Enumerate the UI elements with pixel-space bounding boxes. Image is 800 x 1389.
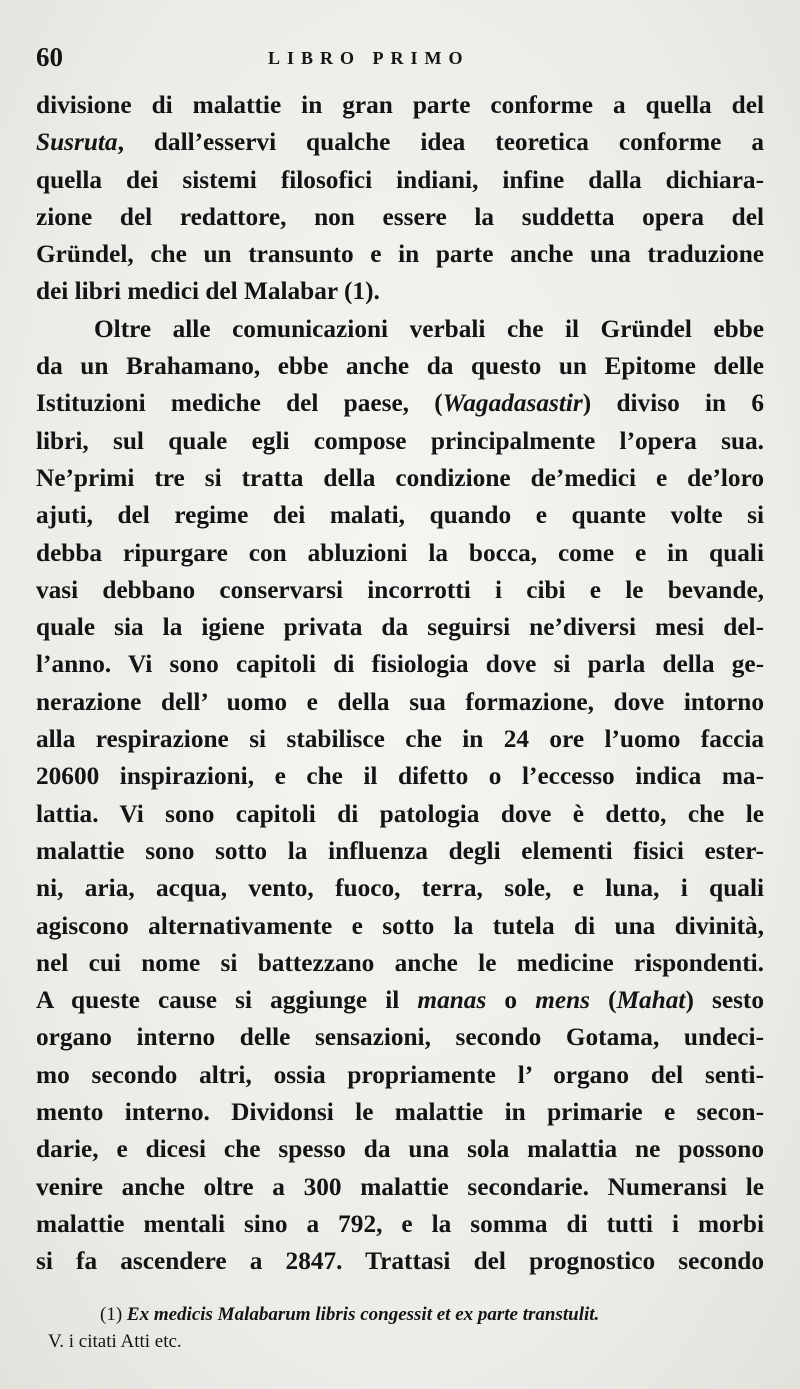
- text-line: [36, 1206, 764, 1243]
- text-segment: , dall’esservi qualche idea teoretica conforme a: [117, 128, 764, 157]
- text-line: [36, 273, 764, 310]
- text-segment: vasi debbano conservarsi incorrotti i cibi e le bevande,: [36, 575, 764, 604]
- italic-term: Wagadasastir: [442, 389, 583, 418]
- italic-term: manas: [417, 986, 487, 1015]
- text-line: [36, 646, 764, 683]
- text-line: [36, 1094, 764, 1131]
- text-segment: mo secondo altri, ossia propriamente l’ organo del senti-: [36, 1060, 764, 1089]
- italic-term: Mahat: [616, 986, 686, 1015]
- footnote-line: [48, 1301, 766, 1328]
- text-line: [36, 236, 764, 273]
- text-segment: darie, e dicesi che spesso da una sola malattia ne possono: [36, 1135, 764, 1164]
- text-line: [36, 87, 764, 124]
- text-line: [36, 758, 764, 795]
- text-segment: libri, sul quale egli compose principalmente l’opera sua.: [36, 426, 764, 455]
- text-segment: (: [590, 986, 617, 1015]
- page-number: 60: [36, 42, 63, 72]
- text-line: [36, 1169, 764, 1206]
- text-segment: lattia. Vi sono capitoli di patologia dove è detto, che le: [36, 799, 764, 828]
- text-line: [36, 1019, 764, 1056]
- text-segment: quale sia la igiene privata da seguirsi ne’diversi mesi del-: [36, 613, 764, 642]
- text-segment: ) sesto: [685, 986, 764, 1015]
- text-line: [36, 497, 764, 534]
- text-segment: si fa ascendere a 2847. Trattasi del prognostico secondo: [36, 1247, 764, 1276]
- text-line: [36, 870, 764, 907]
- text-segment: Ne’primi tre si tratta della condizione de’medici e de’loro: [36, 463, 764, 492]
- text-segment: zione del redattore, non essere la suddetta opera del: [36, 202, 764, 231]
- text-segment: Istituzioni mediche del paese, (: [36, 389, 443, 418]
- footnote-reference: V. i citati Atti etc.: [48, 1331, 182, 1352]
- text-segment: divisione di malattie in gran parte conforme a quella del: [36, 91, 764, 119]
- footnote-marker: (1): [100, 1304, 123, 1325]
- text-segment: A queste cause si aggiunge il: [36, 986, 418, 1015]
- text-line: [36, 385, 764, 422]
- text-segment: alla respirazione si stabilisce che in 24 ore l’uomo faccia: [36, 725, 764, 754]
- text-line: [36, 908, 764, 945]
- text-line: [36, 609, 764, 646]
- text-line: [36, 199, 764, 236]
- text-segment: Gründel, che un transunto e in parte anche una traduzione: [36, 240, 764, 269]
- text-line: [36, 945, 764, 982]
- italic-term: Susruta: [36, 128, 118, 157]
- text-line: [36, 124, 764, 161]
- text-segment: l’anno. Vi sono capitoli di fisiologia dove si parla della ge-: [36, 650, 764, 679]
- text-segment: debba ripurgare con abluzioni la bocca, come e in quali: [36, 538, 764, 567]
- text-line: [36, 982, 764, 1019]
- text-line: [36, 423, 764, 460]
- text-segment: nel cui nome si battezzano anche le medicine rispondenti.: [36, 948, 764, 977]
- text-line: [36, 833, 764, 870]
- text-line: [36, 572, 764, 609]
- text-line: [36, 1243, 764, 1280]
- text-segment: organo interno delle sensazioni, secondo Gotama, undeci-: [36, 1023, 764, 1052]
- text-line: [36, 535, 764, 572]
- text-segment: agiscono alternativamente e sotto la tutela di una divinità,: [36, 911, 764, 940]
- text-segment: 20600 inspirazioni, e che il difetto o l’eccesso indica ma-: [36, 762, 764, 791]
- text-segment: malattie mentali sino a 792, e la somma di tutti i morbi: [36, 1209, 764, 1238]
- text-segment: ni, aria, acqua, vento, fuoco, terra, sole, e luna, i quali: [36, 874, 764, 903]
- page-header: [36, 42, 766, 82]
- text-segment: venire anche oltre a 300 malattie secondarie. Numeransi le: [36, 1172, 764, 1201]
- text-line: [36, 311, 764, 348]
- text-line: [36, 721, 764, 758]
- text-segment: da un Brahamano, ebbe anche da questo un Epitome delle: [36, 352, 764, 381]
- footnote: [48, 1301, 766, 1355]
- text-line: [36, 1131, 764, 1168]
- running-head: LIBRO PRIMO: [268, 48, 470, 68]
- text-line: [36, 162, 764, 199]
- text-segment: Oltre alle comunicazioni verbali che il Gründel ebbe: [94, 314, 764, 343]
- text-segment: nerazione dell’ uomo e della sua formazione, dove intorno: [36, 687, 764, 716]
- text-line: [36, 348, 764, 385]
- text-segment: o: [486, 986, 536, 1015]
- text-segment: quella dei sistemi filosofici indiani, infine dalla dichiara-: [36, 165, 764, 194]
- text-line: [36, 1057, 764, 1094]
- text-line: [36, 796, 764, 833]
- text-segment: ) diviso in 6: [582, 389, 764, 418]
- text-segment: malattie sono sotto la influenza degli elementi fisici ester-: [36, 836, 764, 865]
- text-line: [36, 684, 764, 721]
- text-segment: ajuti, del regime dei malati, quando e quante volte si: [36, 501, 764, 530]
- body-text: [36, 87, 764, 1281]
- text-segment: mento interno. Dividonsi le malattie in primarie e secon-: [36, 1098, 764, 1127]
- footnote-latin: Ex medicis Malabarum libris congessit et ex parte transtulit.: [126, 1304, 600, 1325]
- italic-term: mens: [535, 986, 591, 1015]
- text-line: [36, 460, 764, 497]
- text-segment: dei libri medici del Malabar (1).: [36, 277, 380, 306]
